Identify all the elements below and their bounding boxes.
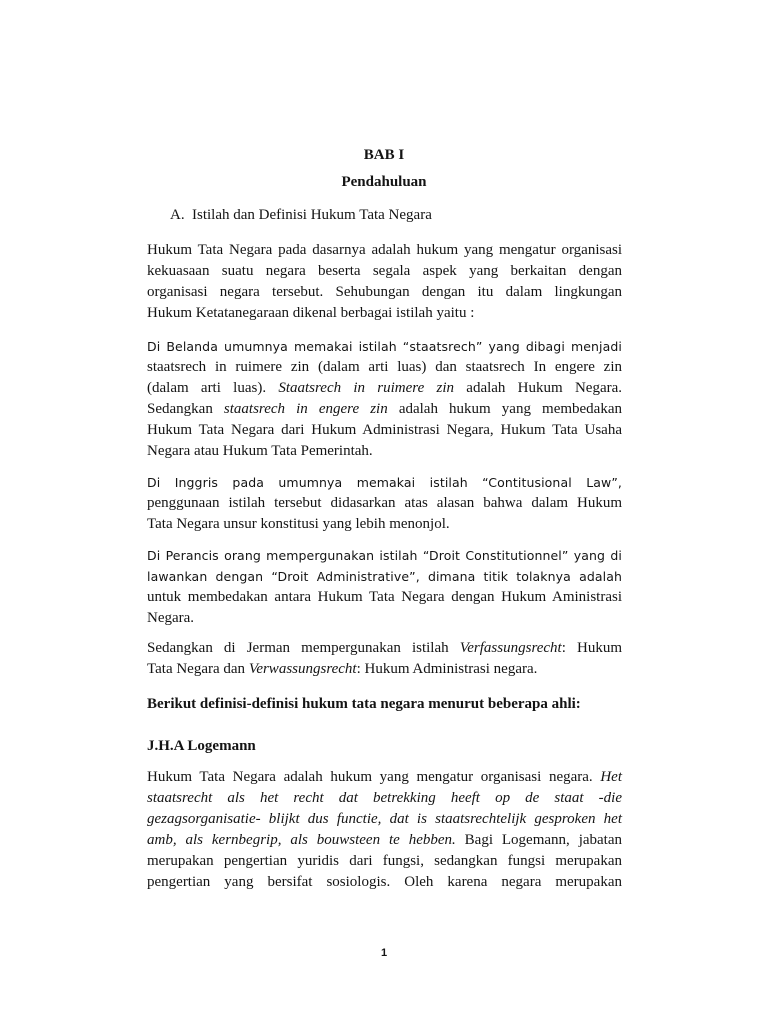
text-line: Di Perancis orang mempergunakan istilah “Droit Constitutionnel” yang di [147,548,622,563]
text-line: staatsrech in ruimere zin (dalam arti luas) dan staatsrech In engere zin [147,359,622,375]
text-line: staatsrecht als het recht dat betrekking heeft op de staat -die [147,790,622,806]
text-line: untuk membedakan antara Hukum Tata Negara dengan Hukum Aministrasi [147,589,622,605]
text-line: Sedangkan staatsrech in engere zin adalah hukum yang membedakan [147,401,623,417]
text-line: lawankan dengan “Droit Administrative”, dimana titik tolaknya adalah [147,569,622,584]
text-line: Hukum Tata Negara adalah hukum yang mengatur organisasi negara. Het [147,769,623,785]
text-line: Negara. [147,610,195,626]
paragraph-jerman [147,638,622,680]
text-line: penggunaan istilah tersebut didasarkan atas alasan bahwa dalam Hukum [147,495,622,511]
chapter-number: BAB I [363,147,405,163]
text-line: Hukum Tata Negara dari Hukum Administrasi Negara, Hukum Tata Usaha [147,422,622,438]
page-number: 1 [380,947,388,959]
text-line: gezagsorganisatie- blijkt dus functie, dat is staatsrechtelijk gesproken het [147,811,622,827]
paragraph-belanda [147,336,622,462]
text-line: Sedangkan di Jerman mempergunakan istilah Verfassungsrecht: Hukum [147,640,623,656]
paragraph-logemann [147,767,622,893]
text-line: organisasi negara tersebut. Sehubungan dengan itu dalam lingkungan [147,284,622,300]
text-line: amb, als kernbegrip, als bouwsteen te hebben. Bagi Logemann, jabatan [147,832,623,848]
text-line: Tata Negara unsur konstitusi yang lebih menonjol. [147,516,450,532]
text-line: Negara atau Hukum Tata Pemerintah. [147,443,373,459]
chapter-title: Pendahuluan [341,174,427,190]
text-line: kekuasaan suatu negara beserta segala aspek yang berkaitan dengan [147,263,622,279]
paragraph-definition [147,240,622,324]
text-line: Di Belanda umumnya memakai istilah “staatsrech” yang dibagi menjadi [147,339,622,354]
text-line: Di Inggris pada umumnya memakai istilah “Contitusional Law”, [147,475,622,490]
section-title: Istilah dan Definisi Hukum Tata Negara [192,207,432,223]
definitions-intro: Berikut definisi-definisi hukum tata negara menurut beberapa ahli: [147,696,581,712]
text-line: Tata Negara dan Verwassungsrecht: Hukum Administrasi negara. [147,661,538,677]
text-line: (dalam arti luas). Staatsrech in ruimere zin adalah Hukum Negara. [147,380,623,396]
text-line: pengertian yang bersifat sosiologis. Oleh karena negara merupakan [147,874,622,890]
section-number: A. [170,207,185,223]
text-line: Hukum Tata Negara pada dasarnya adalah hukum yang mengatur organisasi [147,242,622,258]
paragraph-inggris [147,472,622,535]
text-line: merupakan pengertian yuridis dari fungsi, sedangkan fungsi merupakan [147,853,622,869]
paragraph-perancis [147,545,622,629]
text-line: Hukum Ketatanegaraan dikenal berbagai istilah yaitu : [147,305,475,321]
section-heading [170,207,432,224]
expert-name: J.H.A Logemann [147,738,256,754]
